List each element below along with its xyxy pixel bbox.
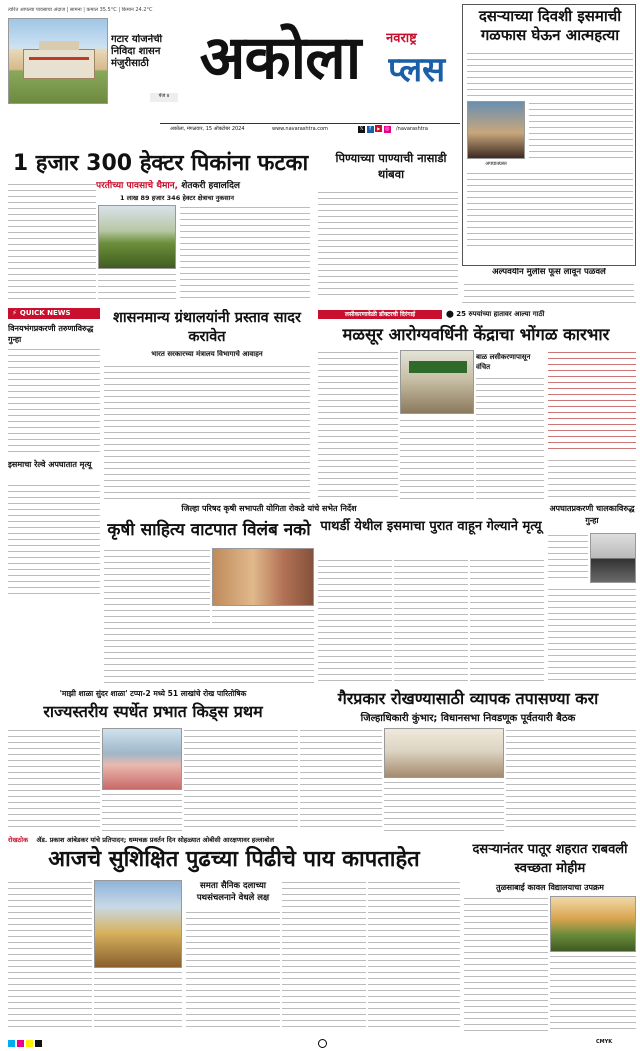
bottom-lead-body-1 bbox=[8, 880, 92, 1032]
weather-strip: त्वरित आपल्या पावसाचा अंदाज | सामना | कमाल 35.5°C | किमान 24.2°C bbox=[8, 7, 153, 13]
dog-headline: अल्पवयीन मुलीस फूस लावून पळवले bbox=[492, 268, 606, 277]
masthead-title: अकोला bbox=[199, 23, 361, 93]
agri-body-2 bbox=[104, 626, 314, 684]
ambedkar-strip bbox=[8, 834, 458, 846]
accident-title: अपघातप्रकरणी चालकाविरुद्ध गुन्हा bbox=[549, 504, 635, 525]
samta-headline: समता सैनिक दलाच्या पथसंचलनाने वेधले लक्ष bbox=[196, 881, 270, 903]
clean-sub: तुळसाबाई कावल विद्यालयाचा उपक्रम bbox=[496, 883, 604, 892]
dog-body bbox=[464, 282, 634, 298]
cmyk-label: CMYK bbox=[596, 1039, 613, 1045]
masthead-left-headline: गटार योजनेची निविदा शासन मंजुरीसाठी bbox=[111, 34, 163, 69]
quick-news-item-2-title: इसमाचा रेल्वे अपघातात मृत्यू bbox=[8, 460, 92, 469]
top-right-caption: अपघातग्रस्त bbox=[485, 161, 507, 167]
flood-body-2 bbox=[394, 558, 468, 684]
lead-subheadline bbox=[96, 180, 316, 192]
social-handle[interactable]: /navarashtra bbox=[396, 126, 428, 132]
quick-news-item-1-body bbox=[8, 347, 100, 455]
agri-photo bbox=[212, 548, 314, 606]
lead-sub-dark: शेतकरी हवालदिल bbox=[181, 181, 240, 191]
bullet-icon: ⬤ bbox=[446, 310, 457, 318]
bolt-icon: ⚡ bbox=[12, 309, 17, 317]
flood-headline: पाथर्डी येथील इसमाचा पुरात वाहून गेल्याने मृत्यू bbox=[320, 519, 542, 534]
x-icon[interactable]: 𝕏 bbox=[359, 126, 364, 132]
lead-subheadline-2: 1 लाख 89 हजार 346 हेक्टर क्षेत्राचा नुकसान bbox=[120, 194, 234, 202]
flood-body-1 bbox=[318, 558, 392, 684]
youtube-icon[interactable]: ▶ bbox=[377, 126, 381, 131]
accident-body-1 bbox=[548, 533, 588, 583]
health-body-2 bbox=[476, 376, 544, 500]
health-body-3 bbox=[400, 418, 474, 500]
library-headline: शासनमान्य ग्रंथालयांनी प्रस्ताव सादर करावेत bbox=[113, 310, 301, 345]
top-right-headline: दसऱ्याच्या दिवशी इसमाची गळफास घेऊन आत्महत्या bbox=[478, 7, 622, 44]
quick-news-item-1-title: विनयभंगप्रकरणी तरुणाविरुद्ध गुन्हा bbox=[8, 324, 94, 344]
date-bar bbox=[160, 123, 460, 133]
clean-body-1 bbox=[464, 896, 548, 1032]
election-sub: जिल्हाधिकारी कुंभार; विधानसभा निवडणूक पूर्वतयारी बैठक bbox=[360, 713, 576, 724]
health-side: ⬤ 25 रुपयांच्या हातावर आल्या गाठी bbox=[446, 310, 545, 318]
bottom-lead-headline: आजचे सुशिक्षित पुढच्या पिढीचे पाय कापताहेत bbox=[48, 847, 420, 872]
health-bullets bbox=[548, 350, 636, 454]
agri-body-3 bbox=[212, 608, 314, 626]
clean-body-2 bbox=[550, 954, 636, 1032]
building-photo bbox=[8, 18, 108, 104]
lead-headline: 1 हजार 300 हेक्टर पिकांना फटका bbox=[12, 151, 309, 176]
election-photo bbox=[384, 728, 504, 778]
bottom-lead-body-3 bbox=[282, 880, 366, 1032]
ambedkar-label: रोखठोक bbox=[8, 836, 29, 844]
school-tag: 'माझी शाळा सुंदर शाळा' टप्पा-2 मध्ये 51 लाखांचे रोख पारितोषिक bbox=[59, 689, 247, 698]
instagram-icon[interactable]: ◎ bbox=[385, 126, 390, 132]
school-body-2 bbox=[184, 728, 298, 832]
facebook-icon[interactable]: f bbox=[367, 126, 374, 133]
social-icons bbox=[358, 125, 391, 133]
dog-story bbox=[462, 268, 636, 298]
health-label: लसीकरणावेळी डॉक्टरची दिरंगाई bbox=[318, 310, 442, 319]
school-photo bbox=[102, 728, 182, 790]
lead-body-col-1 bbox=[8, 182, 96, 302]
bottom-lead-body-2 bbox=[94, 970, 182, 1032]
website-link[interactable]: www.navarashtra.com bbox=[272, 126, 328, 132]
top-right-body-3 bbox=[467, 171, 633, 247]
library-body bbox=[104, 364, 310, 500]
election-headline: गैरप्रकार रोखण्यासाठी व्यापक तपासण्या करा bbox=[337, 689, 599, 708]
health-body-1 bbox=[318, 350, 398, 500]
top-right-story bbox=[462, 4, 636, 266]
clean-headline: दसऱ्यानंतर पातूर शहरात राबवली स्वच्छता मोहीम bbox=[472, 842, 628, 876]
top-right-photo bbox=[467, 101, 525, 159]
health-headline: मळसूर आरोग्यवर्धिनी केंद्राचा भोंगळ कारभार bbox=[342, 325, 610, 344]
quick-news-title: ⚡ QUICK NEWS bbox=[8, 308, 100, 319]
clean-photo bbox=[550, 896, 636, 952]
health-body-4 bbox=[548, 458, 636, 500]
lead-body-col-3 bbox=[98, 272, 176, 302]
masthead-plus-label: प्लस bbox=[388, 50, 446, 90]
page-label: पेज ४ bbox=[150, 93, 178, 102]
accident-box bbox=[548, 503, 636, 684]
footer-bar bbox=[0, 1036, 640, 1051]
top-right-body-2 bbox=[529, 101, 633, 163]
school-headline: राज्यस्तरीय स्पर्धेत प्रभात किड्स प्रथम bbox=[43, 702, 263, 721]
health-center-photo bbox=[400, 350, 474, 414]
school-body-3 bbox=[102, 792, 182, 832]
school-body-1 bbox=[8, 728, 100, 832]
quick-news-box bbox=[8, 308, 100, 598]
election-body-3 bbox=[506, 728, 636, 832]
bottom-lead-body-4 bbox=[368, 880, 460, 1032]
bottom-lead-photo bbox=[94, 880, 182, 968]
lead-photo bbox=[98, 205, 176, 269]
lead-sub-red: परतीच्या पावसाचे थैमान, bbox=[96, 181, 179, 191]
ambedkar-text: ॲड. प्रकाश आंबेडकर यांचे प्रतिपादन; धम्मचक्र प्रवर्तन दिन सोहळ्यात ओबीसी आरक्षणावर हल्लाबोल bbox=[36, 836, 275, 844]
water-body bbox=[318, 190, 458, 298]
agri-body-1 bbox=[104, 548, 210, 624]
agri-top: जिल्हा परिषद कृषी सभापती योगिता रोकडे यांचे सभेत निर्देश bbox=[181, 504, 357, 513]
accident-photo bbox=[590, 533, 636, 583]
date-line: अकोला, मंगळवार, 15 ऑक्टोबर 2024 bbox=[170, 126, 245, 132]
samta-body-2 bbox=[186, 970, 280, 1032]
top-right-body bbox=[467, 51, 633, 97]
agri-headline: कृषी साहित्य वाटपात विलंब नको bbox=[107, 520, 311, 540]
quick-news-item-2-body bbox=[8, 483, 100, 597]
lead-body-col-2 bbox=[180, 205, 310, 301]
health-note: बाळ लसीकरणापासून वंचित bbox=[476, 353, 531, 371]
accident-body-2 bbox=[548, 587, 636, 684]
election-body-1 bbox=[300, 728, 382, 832]
flood-body-3 bbox=[470, 558, 544, 684]
election-body-2 bbox=[384, 780, 504, 832]
water-headline: पिण्याच्या पाण्याची नासाडी थांबवा bbox=[335, 151, 447, 181]
library-sub: भारत सरकारच्या मंत्रालय विभागाचे आवाहन bbox=[151, 350, 263, 358]
samta-body bbox=[186, 910, 280, 968]
dog-body-2 bbox=[462, 300, 636, 308]
masthead-nav-label: नवराष्ट्र bbox=[386, 32, 417, 46]
